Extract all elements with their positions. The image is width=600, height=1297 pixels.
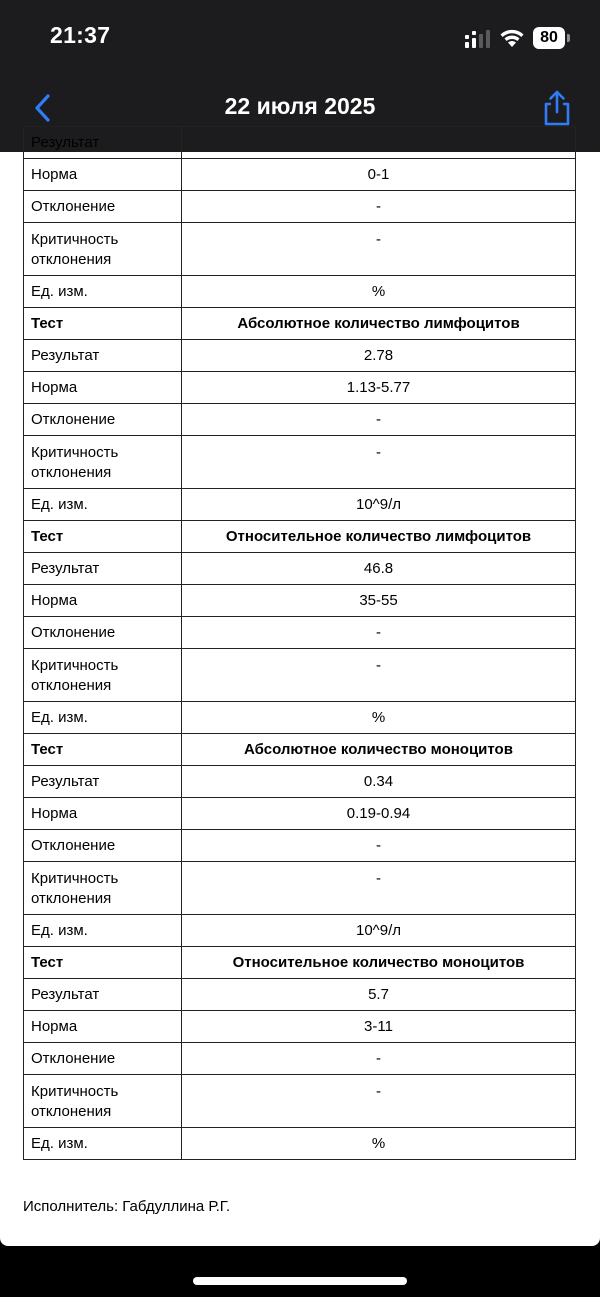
row-label: Отклонение <box>24 617 182 649</box>
row-label: Критичность отклонения <box>24 1075 182 1128</box>
table-row <box>24 340 576 372</box>
test-name: Относительное количество моноцитов <box>182 947 576 979</box>
test-name: Абсолютное количество моноцитов <box>182 734 576 766</box>
battery-level: 80 <box>533 27 565 49</box>
row-value: 1.13-5.77 <box>182 372 576 404</box>
test-header-row <box>24 521 576 553</box>
row-value: % <box>182 276 576 308</box>
table-row <box>24 862 576 915</box>
table-row <box>24 649 576 702</box>
executor-signature: Исполнитель: Габдуллина Р.Г. <box>23 1198 231 1215</box>
page-title: 22 июля 2025 <box>224 93 376 119</box>
table-row <box>24 702 576 734</box>
row-value: 46.8 <box>182 553 576 585</box>
test-header-row <box>24 947 576 979</box>
row-value: - <box>182 191 576 223</box>
battery-icon <box>533 27 565 49</box>
table-row <box>24 191 576 223</box>
row-value: - <box>182 436 576 489</box>
table-row <box>24 830 576 862</box>
row-label: Тест <box>24 308 182 340</box>
row-label: Критичность отклонения <box>24 223 182 276</box>
row-label: Критичность отклонения <box>24 862 182 915</box>
row-value: 10^9/л <box>182 915 576 947</box>
row-label: Отклонение <box>24 1043 182 1075</box>
row-value: - <box>182 404 576 436</box>
row-value: - <box>182 830 576 862</box>
table-row <box>24 276 576 308</box>
row-label: Тест <box>24 947 182 979</box>
document-view[interactable] <box>0 134 600 1246</box>
table-row <box>24 223 576 276</box>
wifi-icon <box>499 27 525 49</box>
row-label: Норма <box>24 585 182 617</box>
table-row <box>24 798 576 830</box>
row-value: 5.7 <box>182 979 576 1011</box>
row-label: Отклонение <box>24 830 182 862</box>
row-value: - <box>182 617 576 649</box>
row-value: - <box>182 223 576 276</box>
row-label: Результат <box>24 127 182 159</box>
row-value: 35-55 <box>182 585 576 617</box>
test-name: Абсолютное количество лимфоцитов <box>182 308 576 340</box>
row-value <box>182 127 576 159</box>
table-row <box>24 1011 576 1043</box>
row-label: Результат <box>24 766 182 798</box>
row-label: Норма <box>24 798 182 830</box>
table-row <box>24 372 576 404</box>
row-value: 0-1 <box>182 159 576 191</box>
row-label: Результат <box>24 553 182 585</box>
status-time: 21:37 <box>50 22 111 48</box>
row-value: 0.34 <box>182 766 576 798</box>
table-row <box>24 159 576 191</box>
row-label: Ед. изм. <box>24 702 182 734</box>
row-label: Тест <box>24 734 182 766</box>
row-value: % <box>182 702 576 734</box>
row-label: Норма <box>24 1011 182 1043</box>
table-row <box>24 489 576 521</box>
table-row <box>24 1128 576 1160</box>
table-row <box>24 127 576 159</box>
row-label: Норма <box>24 159 182 191</box>
row-label: Отклонение <box>24 191 182 223</box>
row-value: - <box>182 862 576 915</box>
row-value: - <box>182 1043 576 1075</box>
table-row <box>24 1075 576 1128</box>
table-row <box>24 553 576 585</box>
row-label: Результат <box>24 340 182 372</box>
row-value: 2.78 <box>182 340 576 372</box>
row-label: Ед. изм. <box>24 489 182 521</box>
row-value: - <box>182 649 576 702</box>
table-row <box>24 404 576 436</box>
table-row <box>24 915 576 947</box>
row-value: - <box>182 1075 576 1128</box>
row-label: Ед. изм. <box>24 1128 182 1160</box>
table-row <box>24 585 576 617</box>
test-header-row <box>24 308 576 340</box>
home-indicator[interactable] <box>193 1277 407 1285</box>
row-label: Отклонение <box>24 404 182 436</box>
row-label: Критичность отклонения <box>24 436 182 489</box>
test-header-row <box>24 734 576 766</box>
table-row <box>24 979 576 1011</box>
row-label: Критичность отклонения <box>24 649 182 702</box>
test-name: Относительное количество лимфоцитов <box>182 521 576 553</box>
share-icon[interactable] <box>540 88 574 128</box>
table-row <box>24 1043 576 1075</box>
row-label: Тест <box>24 521 182 553</box>
row-value: % <box>182 1128 576 1160</box>
status-bar <box>0 0 600 80</box>
results-table <box>23 126 576 1160</box>
row-label: Ед. изм. <box>24 915 182 947</box>
row-value: 3-11 <box>182 1011 576 1043</box>
table-row <box>24 436 576 489</box>
table-row <box>24 617 576 649</box>
row-label: Норма <box>24 372 182 404</box>
row-label: Ед. изм. <box>24 276 182 308</box>
row-value: 10^9/л <box>182 489 576 521</box>
table-row <box>24 766 576 798</box>
cellular-signal-icon <box>465 29 491 49</box>
row-label: Результат <box>24 979 182 1011</box>
row-value: 0.19-0.94 <box>182 798 576 830</box>
